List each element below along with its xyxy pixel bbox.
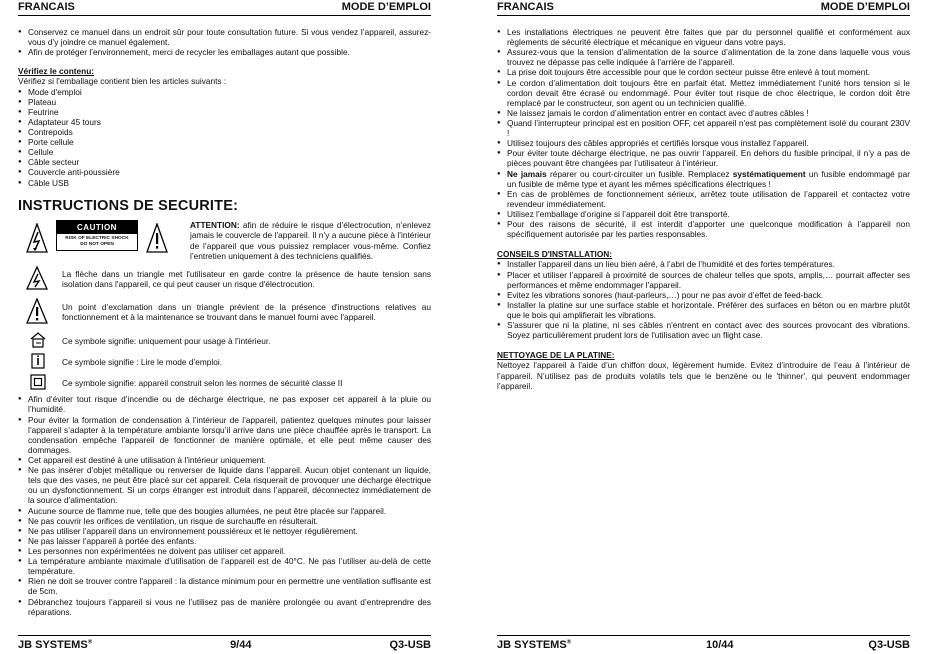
read-manual-icon: [18, 353, 62, 371]
list-item: ● Adaptateur 45 tours: [18, 117, 431, 127]
intro-list: [18, 27, 431, 57]
list-item: ● Porte cellule: [18, 137, 431, 147]
list-item: ● Le cordon d’alimentation doit toujours être en parfait état. Mettez immédiatement l’unité hors tension si le cordon devait être écrasé ou endommagé. Pour éviter tout risque de choc électrique, le cordon doit être remplacé par le constructeur, son agent ou un technicien qualifié.: [497, 78, 910, 108]
class-two-icon: [18, 374, 62, 392]
list-item: ● Ne pas utiliser l’appareil dans un environnement poussiéreux et le nettoyer régulièrement.: [18, 526, 431, 536]
page-header: [497, 0, 910, 16]
verify-heading: Vérifiez le contenu:: [18, 66, 95, 77]
footer-brand: JB SYSTEMS: [497, 639, 567, 651]
list-item: ● Débranchez toujours l’appareil si vous ne l’utilisez pas de manière prolongée ou avant d’entreprendre des réparations.: [18, 597, 431, 617]
lightning-triangle-icon: [26, 223, 48, 255]
page-footer: [497, 635, 910, 652]
list-item: ● Utilisez l’emballage d’origine si l’appareil doit être transporté.: [497, 209, 910, 219]
symbol-text: Ce symbole signifie : Lire le mode d’emploi.: [62, 357, 223, 368]
list-item: ● Cellule: [18, 147, 431, 157]
caution-subtitle: DO NOT OPEN: [80, 242, 114, 248]
list-item: ● Cet appareil est destiné à une utilisation à l’intérieur uniquement.: [18, 455, 431, 465]
list-item: ● Câble USB: [18, 178, 431, 188]
right-page-body: [497, 27, 910, 391]
safety-list: [18, 394, 431, 616]
list-item: ● Conservez ce manuel dans un endroit sûr pour toute consultation future. Si vous vendez l’appareil, assurez-vous d’y joindre ce manuel également.: [18, 27, 431, 47]
list-item: ● La température ambiante maximale d’utilisation de l’appareil est de 40°C. Ne pas l’utiliser au-delà de cette température.: [18, 556, 431, 576]
cleaning-text: Nettoyez l’appareil à l’aide d’un chiffon doux, légèrement humide. Evitez d’introduire de l’eau à l’intérieur de l’appareil. N’utilisez pas de produits volatils tels que le benzène ou le 'thinner', qui peuvent endommager l’appareil.: [497, 360, 910, 391]
list-item: ● Installer l’appareil dans un lieu bien aéré, à l’abri de l’humidité et des fortes températures.: [497, 259, 910, 269]
symbol-text: Ce symbole signifie: appareil construit selon les normes de sécurité classe II: [62, 378, 343, 389]
list-item: ● Pour éviter la formation de condensation à l’intérieur de l’appareil, patientez quelques minutes pour laisser l’appareil s’adapter à la température ambiante lorsqu’il arrive dans une pièce chauffée après le transport. La condensation empêche l'appareil de fonctionner de manière optimale, et elle peut même causer des dommages.: [18, 415, 431, 455]
install-heading: CONSEILS D'INSTALLATION:: [497, 249, 613, 260]
exclamation-triangle-icon: [18, 298, 62, 326]
fuse-emphasis: Ne jamais: [507, 168, 547, 179]
symbol-row: [18, 266, 431, 292]
list-item: ● Câble secteur: [18, 157, 431, 167]
right-page: [475, 0, 950, 654]
cleaning-heading: NETTOYAGE DE LA PLATINE:: [497, 350, 615, 361]
list-item: ● Pour éviter toute décharge électrique, ne pas ouvrir l’appareil. En dehors du fusible principal, il n’y a pas de pièces pouvant être changées par l’utilisateur à l’intérieur.: [497, 148, 910, 168]
list-item: [497, 169, 910, 189]
symbol-row: [18, 332, 431, 350]
caution-title: CAUTION: [57, 221, 137, 234]
symbol-text: Ce symbole signifie: uniquement pour usage à l’intérieur.: [62, 335, 271, 346]
left-page-body: [18, 27, 431, 617]
footer-model: Q3-USB: [868, 639, 910, 651]
attention-text: afin de réduire le risque d’électrocution, n’enlevez jamais le couvercle de l’appareil. Il n’y a aucune pièce à l’intérieur de l’appareil que vous puissiez remplacer vous-même. Confiez l’entretien uniquement à des techniciens qualifiés.: [190, 220, 431, 261]
lightning-triangle-icon: [18, 266, 62, 292]
list-item: ● Contrepoids: [18, 127, 431, 137]
list-item: ● Afin de protéger l’environnement, merci de recycler les emballages autant que possible.: [18, 47, 431, 57]
header-language: FRANCAIS: [497, 0, 554, 13]
fuse-text: un fusible endommagé par un fusible de même type et ayant les mêmes spécifications électriques !: [507, 168, 910, 189]
list-item: ● Quand l’interrupteur principal est en position OFF, cet appareil n'est pas complètement isolé du courant 230V !: [497, 118, 910, 138]
list-item: ● Utilisez toujours des câbles appropriés et certifiés lorsque vous installez l’appareil.: [497, 138, 910, 148]
header-language: FRANCAIS: [18, 0, 75, 13]
list-item: ● En cas de problèmes de fonctionnement sérieux, arrêtez toute utilisation de l’appareil et contactez votre revendeur immédiatement.: [497, 189, 910, 209]
caution-block: [18, 220, 431, 260]
safety-title: INSTRUCTIONS DE SECURITE:: [18, 197, 239, 214]
list-item: ● Aucune source de flamme nue, telle que des bougies allumées, ne peut être placée sur l'appareil.: [18, 506, 431, 516]
list-item: ● Plateau: [18, 97, 431, 107]
symbol-row: [18, 374, 431, 392]
list-item: ● Installer la platine sur une surface stable et horizontale. Préférer des surfaces en béton ou en marbre plutôt que le bois qui amplifierait les vibrations.: [497, 300, 910, 320]
indoor-use-icon: [18, 332, 62, 350]
list-item: ● Ne pas insérer d’objet métallique ou renverser de liquide dans l’appareil. Aucun objet contenant un liquide, tels que des vases, ne peut être placé sur cet appareil. Cela risquerait de provoquer une décharge électrique ou un dysfonctionnement. Si un corps étranger est introduit dans l’appareil, déconnectez immédiatement de la source d’alimentation.: [18, 465, 431, 505]
symbol-text: La flèche dans un triangle met l'utilisateur en garde contre la présence de haute tension sans isolation dans l'appareil, ce qui peut causer un risque d'électrocution.: [62, 268, 431, 289]
list-item: ● Assurez-vous que la tension d’alimentation de la source d’alimentation de la zone dans laquelle vous vous trouvez ne dépasse pas celle indiquée à l’arrière de l’appareil.: [497, 47, 910, 67]
footer-brand: JB SYSTEMS: [18, 639, 88, 651]
contents-list: [18, 87, 431, 188]
list-item: ● Les personnes non expérimentées ne doivent pas utiliser cet appareil.: [18, 546, 431, 556]
list-item: ● Evitez les vibrations sonores (haut-parleurs,…) pour ne pas avoir d’effet de feed-back.: [497, 290, 910, 300]
list-item: ● S'assurer que ni la platine, ni ses câbles n'entrent en contact avec des sources provocant des vibrations. Soyez particulièrement prudent lors de l'utilisation avec un flight case.: [497, 320, 910, 340]
symbol-text: Un point d’exclamation dans un triangle prévient de la présence d'instructions relatives au fonctionnement et à la maintenance se trouvant dans le manuel fourni avec l'appareil.: [62, 301, 431, 322]
symbol-row: [18, 298, 431, 326]
list-item: ● Mode d'emploi: [18, 87, 431, 97]
install-list: [497, 259, 910, 340]
page-number: 9/44: [230, 639, 252, 651]
attention-paragraph: [190, 220, 431, 260]
registered-mark: ®: [566, 639, 572, 646]
symbol-row: [18, 353, 431, 371]
list-item: ● Placer et utiliser l’appareil à proximité de sources de chaleur telles que spots, amplis,… pourrait affecter ses performances et même endommager l'appareil.: [497, 270, 910, 290]
list-item: ● Pour des raisons de sécurité, il est interdit d’apporter une quelconque modification à l’appareil non spécifiquement autorisée par les parties responsables.: [497, 219, 910, 239]
page-footer: [18, 635, 431, 652]
header-title: MODE D’EMPLOI: [341, 0, 431, 13]
page-number: 10/44: [706, 639, 734, 651]
header-title: MODE D’EMPLOI: [820, 0, 910, 13]
list-item: ● Les installations électriques ne peuvent être faites que par du personnel qualifié et conformément aux règlements de sécurité électrique et mécanique en vigueur dans votre pays.: [497, 27, 910, 47]
page-header: [18, 0, 431, 16]
list-item: ● Feutrine: [18, 107, 431, 117]
footer-model: Q3-USB: [389, 639, 431, 651]
caution-subtitle: RISK OF ELECTRIC SHOCK: [65, 236, 129, 242]
verify-text: Vérifiez si l'emballage contient bien les articles suivants :: [18, 76, 227, 87]
list-item: ● Ne pas laisser l’appareil à portée des enfants.: [18, 536, 431, 546]
list-item: ● Ne laissez jamais le cordon d’alimentation entrer en contact avec d’autres câbles !: [497, 108, 910, 118]
list-item: ● Ne pas couvrir les orifices de ventilation, un risque de surchauffe en résulterait.: [18, 516, 431, 526]
list-item: ● La prise doit toujours être accessible pour que le cordon secteur puisse être enlevé à tout moment.: [497, 67, 910, 77]
exclamation-triangle-icon: [146, 223, 168, 255]
list-item: ● Rien ne doit se trouver contre l'appareil : la distance minimum pour en permettre une ventilation suffisante est de 5cm.: [18, 576, 431, 596]
fuse-emphasis: systématiquement: [732, 168, 806, 179]
list-item: ● Afin d’éviter tout risque d’incendie ou de décharge électrique, ne pas exposer cet appareil à la pluie ou l’humidité.: [18, 394, 431, 414]
registered-mark: ®: [87, 639, 93, 646]
attention-label: ATTENTION:: [190, 220, 240, 231]
caution-label: [56, 220, 138, 251]
fuse-text: réparer ou court-circuiter un fusible. Remplacez: [546, 168, 733, 179]
list-item: ● Couvercle anti-poussière: [18, 167, 431, 177]
safety-list-continued: [497, 27, 910, 239]
